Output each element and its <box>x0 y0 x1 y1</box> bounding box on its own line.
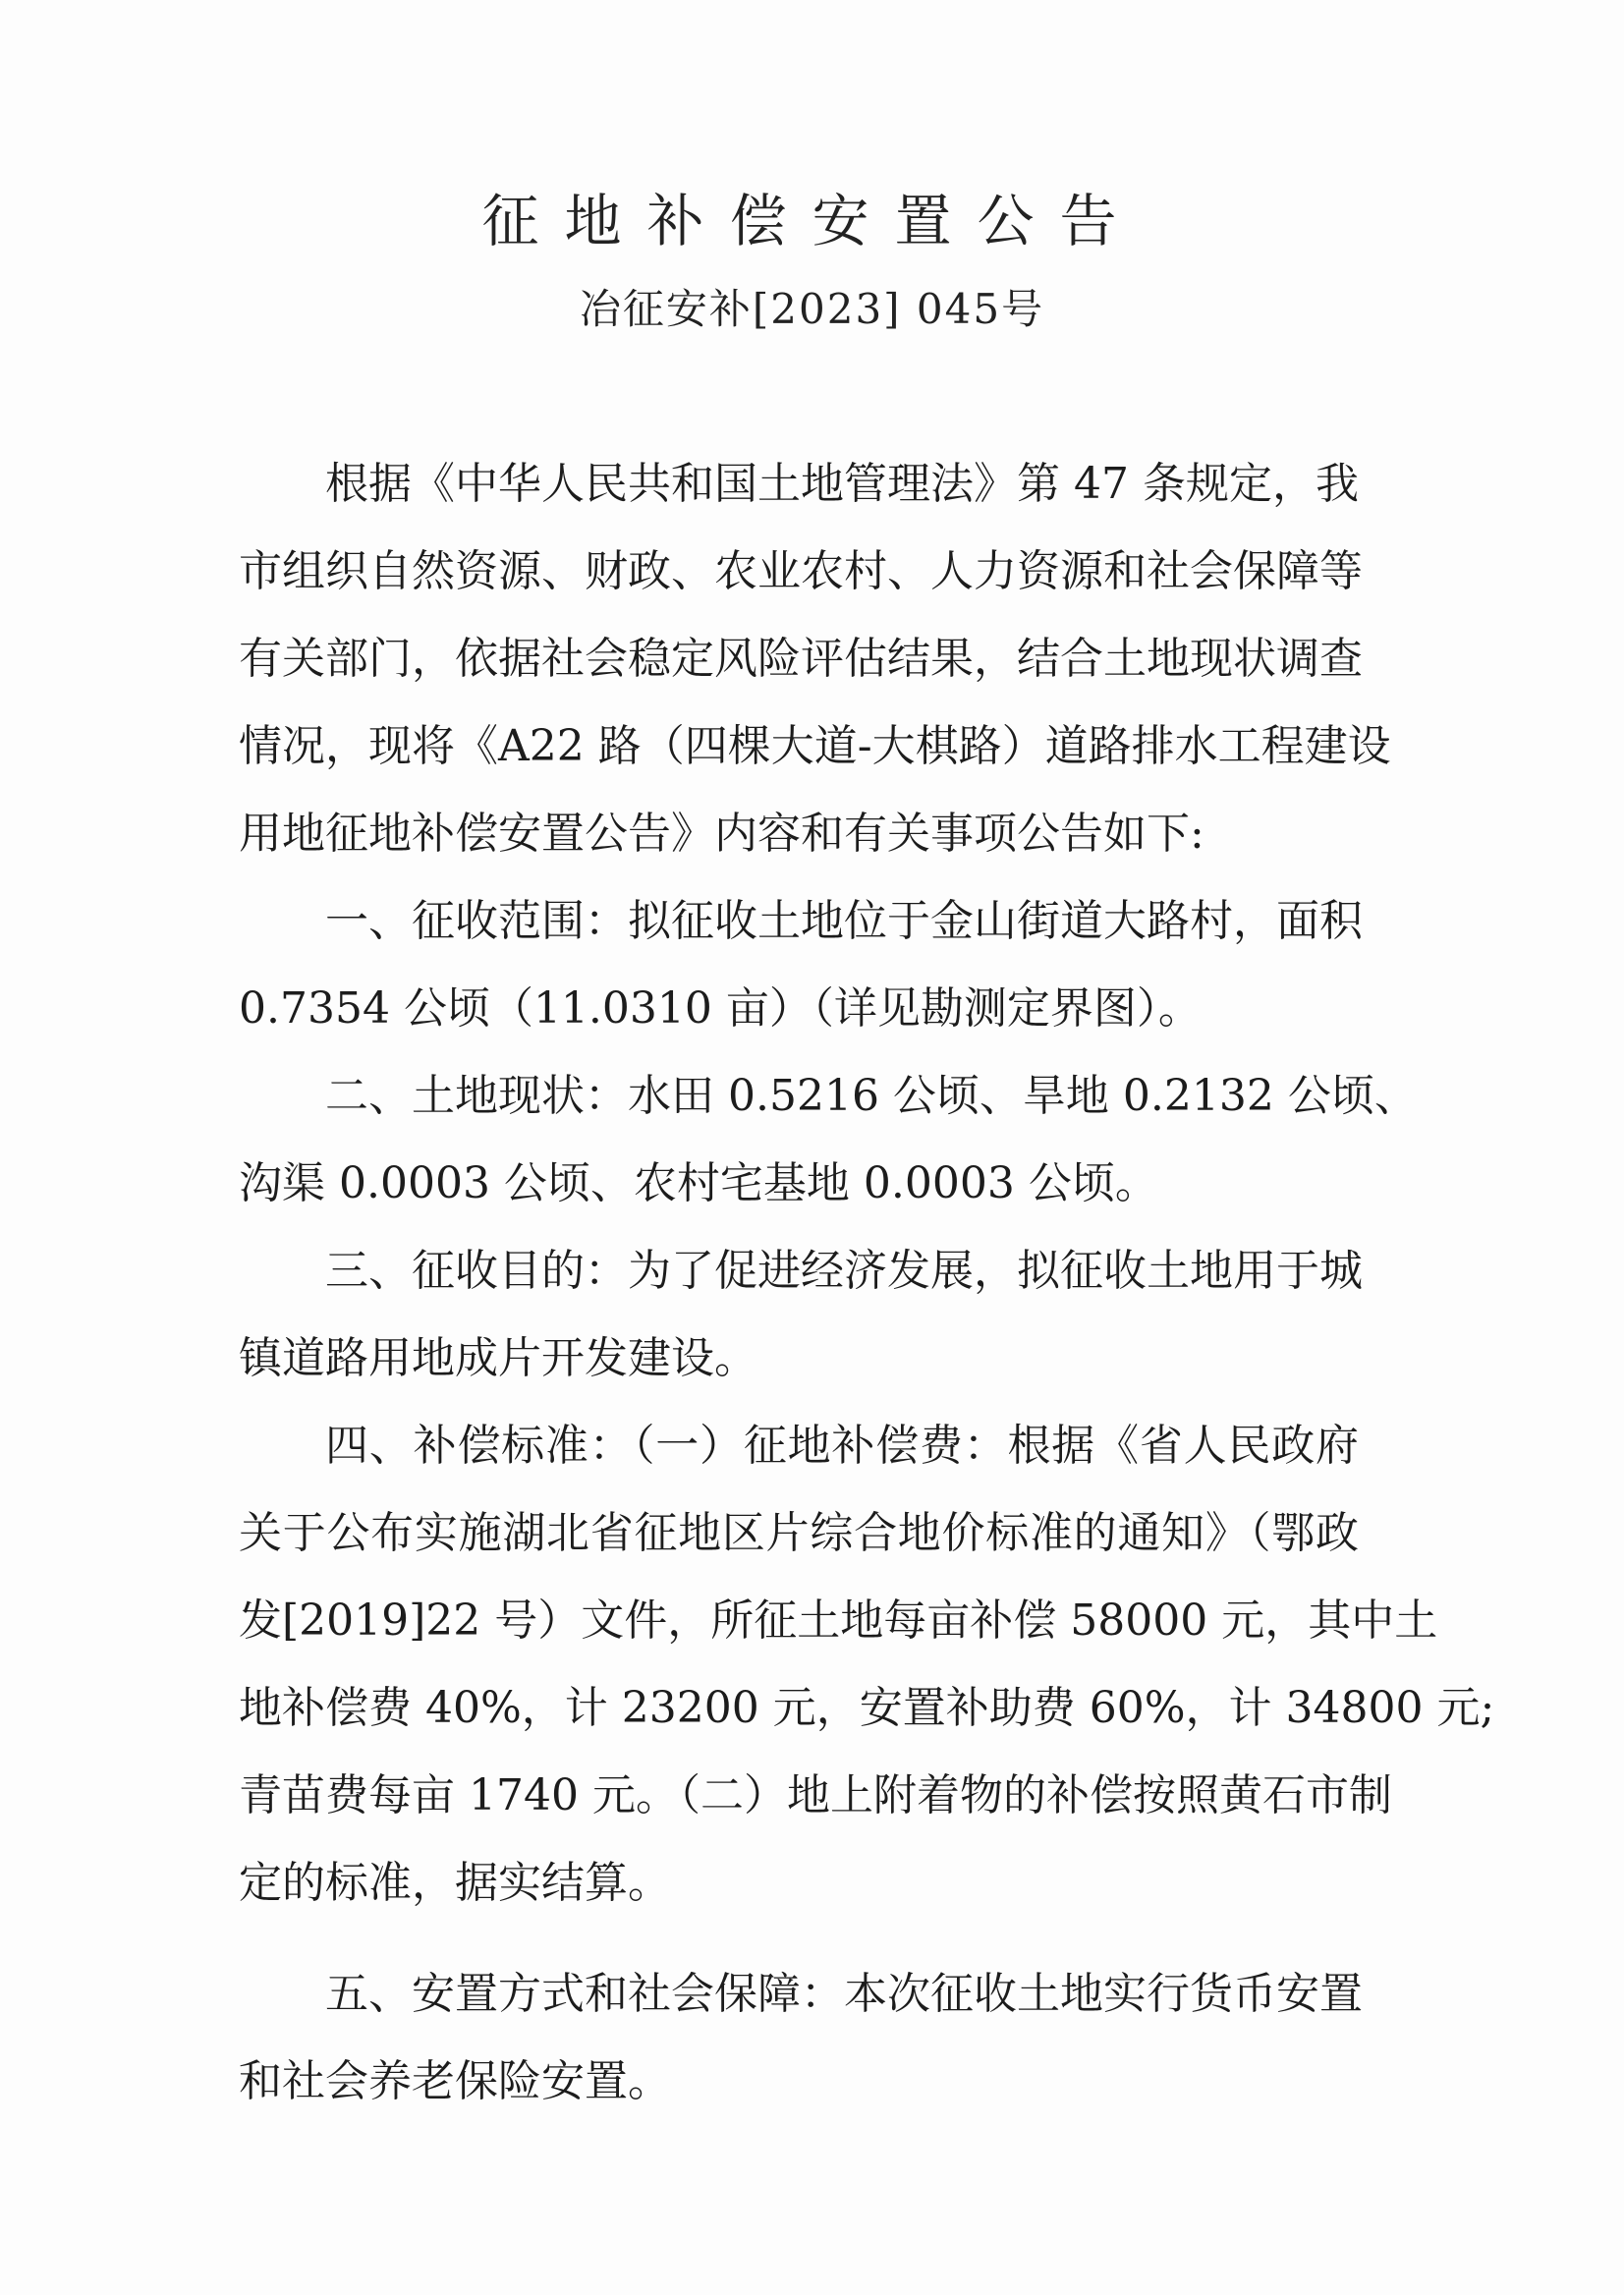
paragraph-line: 一、征收范围：拟征收土地位于金山街道大路村，面积 <box>325 896 1363 946</box>
paragraph-line: 根据《中华人民共和国土地管理法》第 47 条规定，我 <box>325 459 1359 509</box>
paragraph-line: 二、土地现状：水田 0.5216 公顷、旱地 0.2132 公顷、 <box>325 1071 1418 1121</box>
paragraph-line: 定的标准，据实结算。 <box>239 1858 671 1908</box>
paragraph-line: 地补偿费 40%，计 23200 元，安置补助费 60%，计 34800 元; <box>239 1683 1495 1733</box>
paragraph-section-1 <box>239 877 1363 1052</box>
document-number: 冶征安补[2023] 045号 <box>579 285 1045 333</box>
paragraph-line: 市组织自然资源、财政、农业农村、人力资源和社会保障等 <box>239 546 1363 596</box>
paragraph-line: 四、补偿标准：（一）征地补偿费：根据《省人民政府 <box>325 1421 1359 1471</box>
paragraph-line: 用地征地补偿安置公告》内容和有关事项公告如下: <box>239 809 1204 859</box>
paragraph-line: 五、安置方式和社会保障：本次征收土地实行货币安置 <box>325 1969 1363 2019</box>
paragraph-intro <box>239 440 1391 877</box>
paragraph-section-3 <box>239 1227 1363 1402</box>
paragraph-line: 青苗费每亩 1740 元。（二）地上附着物的补偿按照黄石市制 <box>239 1770 1392 1820</box>
paragraph-line: 有关部门，依据社会稳定风险评估结果，结合土地现状调查 <box>239 634 1363 684</box>
paragraph-section-4 <box>239 1402 1495 1927</box>
paragraph-line: 三、征收目的：为了促进经济发展，拟征收土地用于城 <box>325 1246 1363 1296</box>
document-title: 征地补偿安置公告 <box>481 188 1143 254</box>
paragraph-line: 和社会养老保险安置。 <box>239 2056 671 2106</box>
document-body <box>239 440 1495 2125</box>
paragraph-line: 沟渠 0.0003 公顷、农村宅基地 0.0003 公顷。 <box>239 1158 1158 1208</box>
paragraph-line: 0.7354 公顷（11.0310 亩）（详见勘测定界图）。 <box>239 983 1202 1034</box>
paragraph-spacer <box>239 1927 1359 1950</box>
paragraph-section-2 <box>239 1052 1418 1227</box>
paragraph-line: 关于公布实施湖北省征地区片综合地价标准的通知》（鄂政 <box>239 1508 1359 1558</box>
paragraph-line: 镇道路用地成片开发建设。 <box>239 1333 757 1383</box>
paragraph-section-5 <box>239 1950 1363 2125</box>
paragraph-line: 情况，现将《A22 路（四棵大道-大棋路）道路排水工程建设 <box>239 721 1391 771</box>
paragraph-line: 发[2019]22 号）文件，所征土地每亩补偿 58000 元，其中土 <box>239 1595 1438 1646</box>
